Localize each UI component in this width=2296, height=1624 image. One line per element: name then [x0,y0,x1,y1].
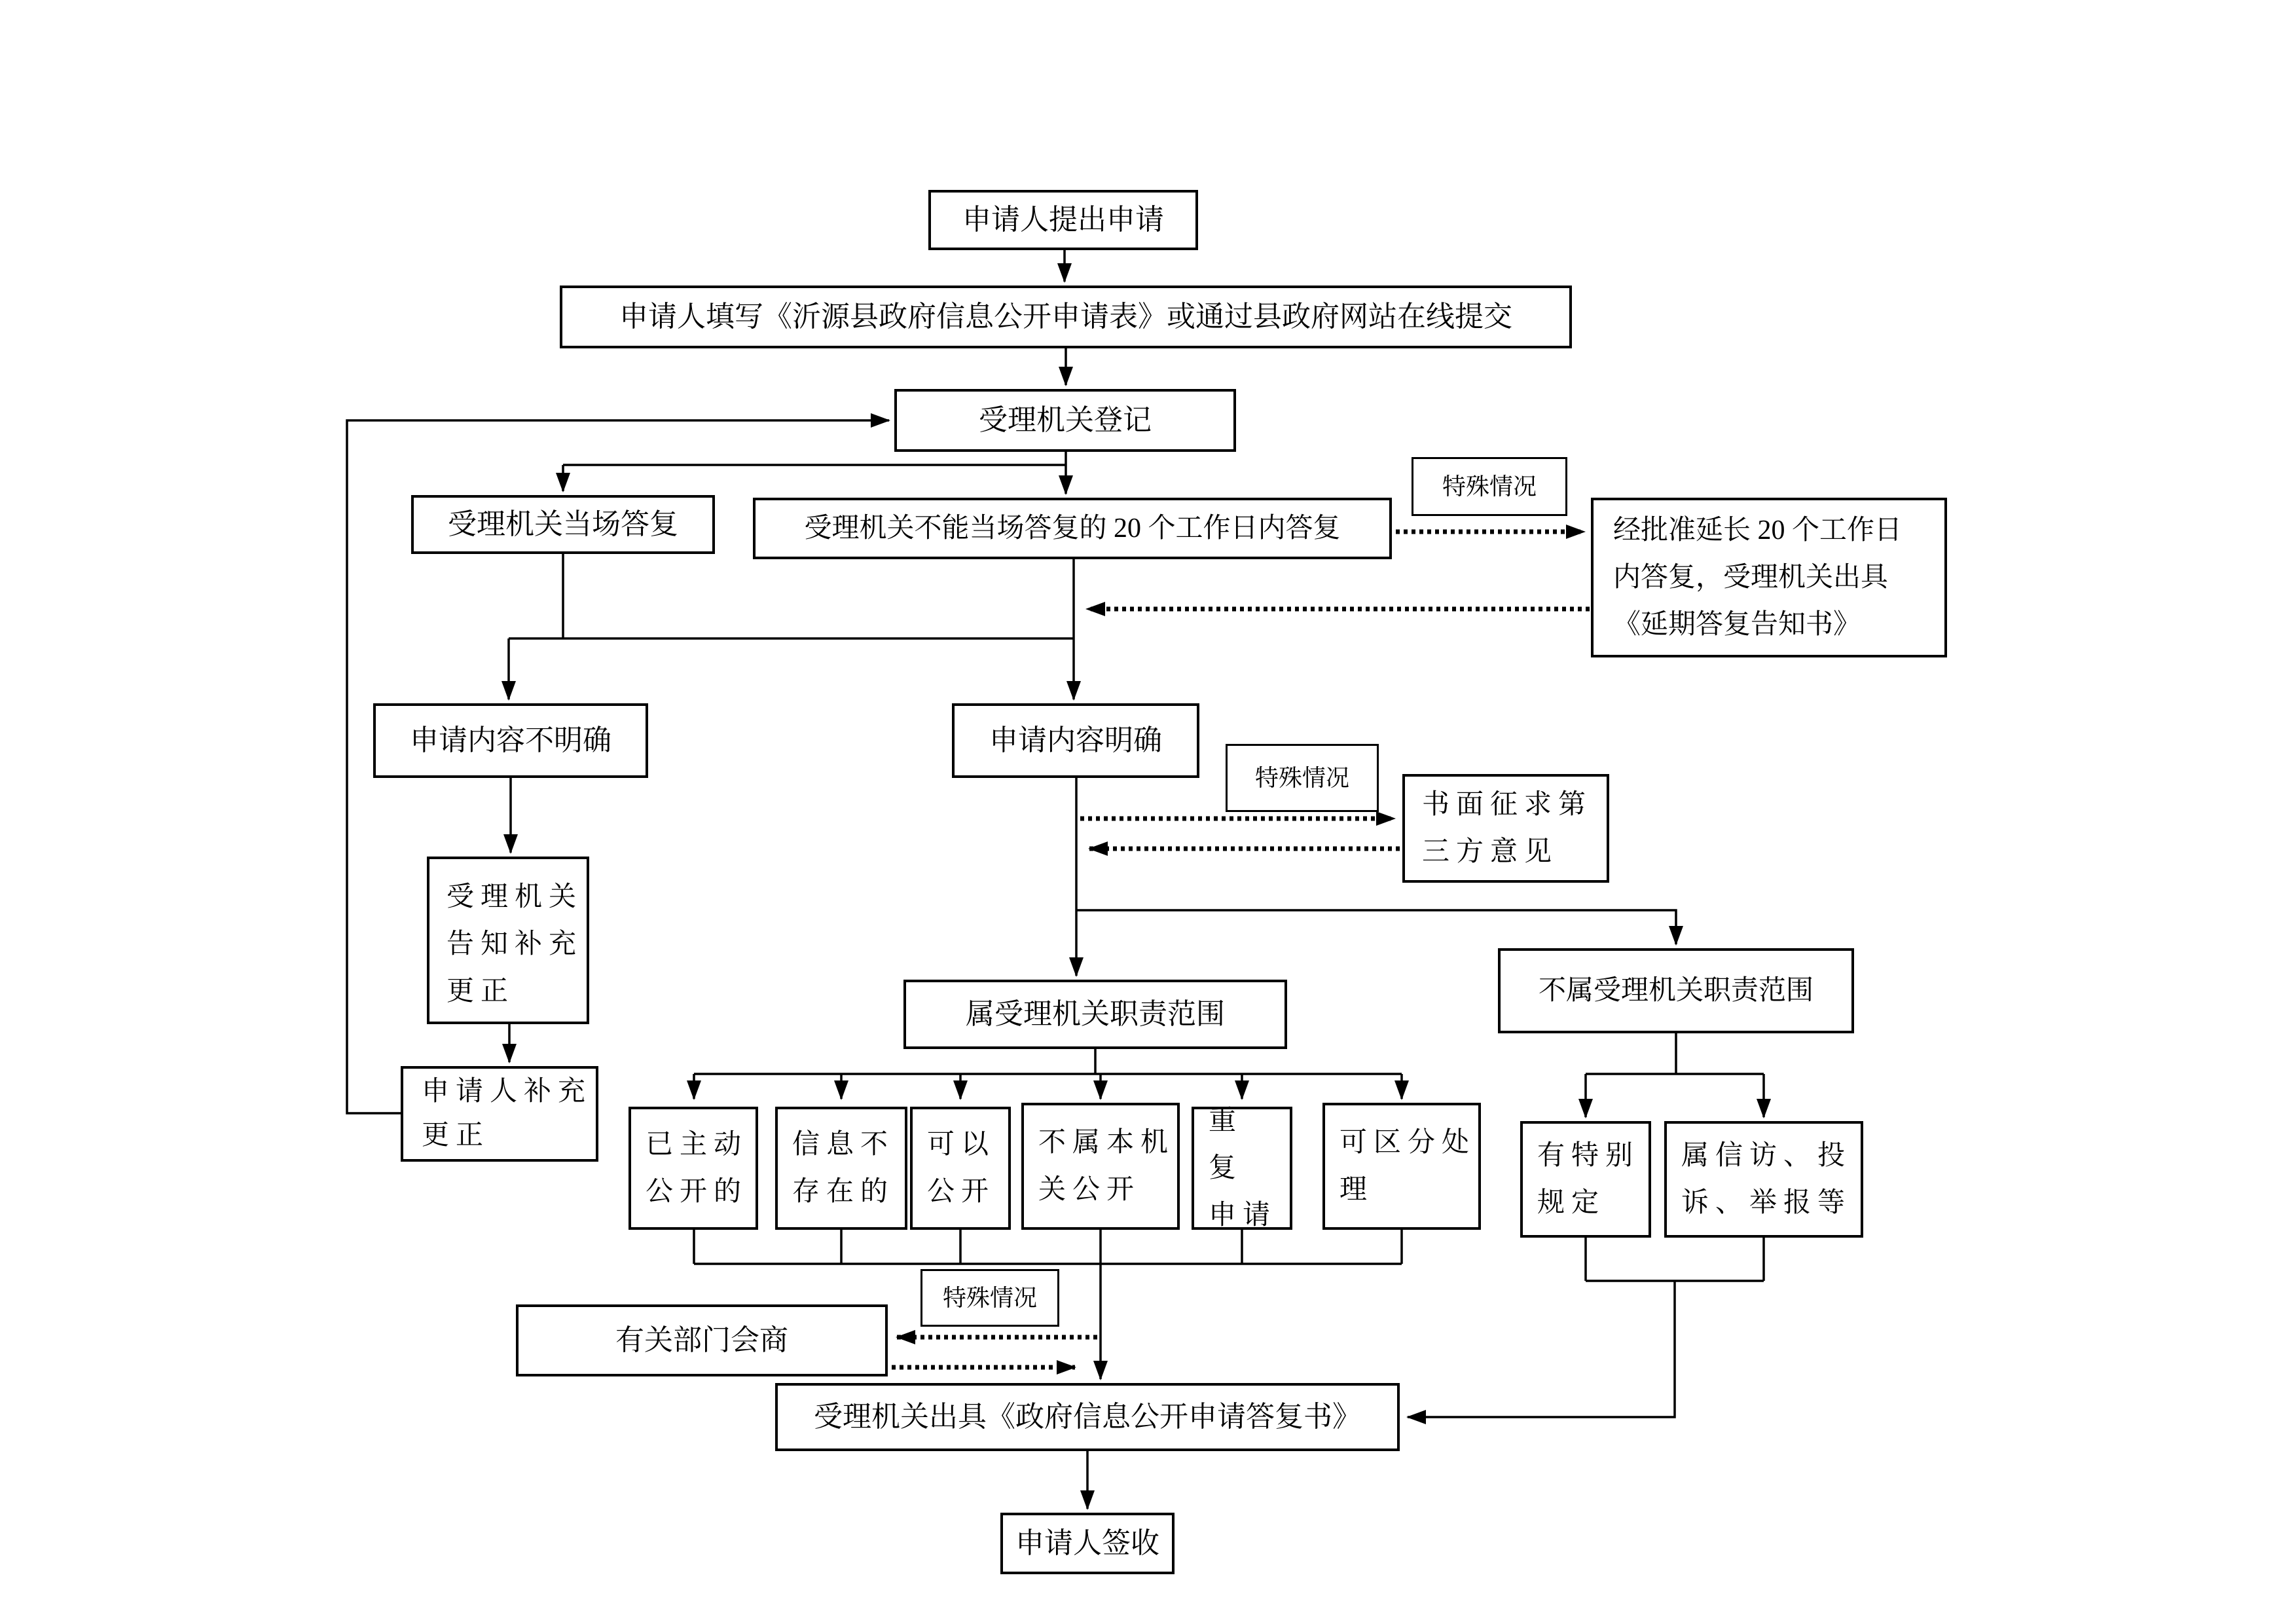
node-line: 三方意见 [1422,837,1559,867]
node-applicant-submit: 申请人提出申请 [928,190,1198,250]
node-line: 更正 [422,1120,490,1151]
node-in-scope: 属受理机关职责范围 [903,980,1287,1049]
node-line: 规定 [1537,1188,1606,1218]
node-special-rule [1520,1121,1651,1238]
node-content-clear: 申请内容明确 [952,703,1199,778]
node-line: 不属本机 [1038,1127,1175,1158]
node-issue-reply: 受理机关出具《政府信息公开申请答复书》 [775,1383,1400,1451]
node-applicant-supplement [401,1066,598,1162]
arrow-q-to-reply [1408,1281,1675,1417]
node-line: 申请人补充 [422,1076,592,1107]
node-line: 更正 [446,976,515,1007]
node-extend-20days [1591,498,1947,657]
node-line: 关公开 [1038,1175,1141,1205]
node-line: 《延期答复告知书》 [1613,610,1861,640]
node-register: 受理机关登记 [894,389,1236,452]
branch-to-outscope [1076,910,1676,944]
node-reply-20days: 受理机关不能当场答复的 20 个工作日内答复 [753,498,1392,559]
node-sign-receipt: 申请人签收 [1000,1513,1175,1574]
node-onspot-reply: 受理机关当场答复 [411,495,715,554]
node-line: 申请 [1209,1200,1277,1231]
node-notify-supplement [427,857,589,1024]
node-line: 受理机关 [446,882,583,912]
node-line: 理 [1339,1175,1374,1205]
node-line: 可区分处 [1339,1127,1476,1158]
node-line: 存在的 [792,1177,895,1207]
node-repeat-apply [1192,1107,1292,1230]
node-line: 公开的 [646,1177,748,1207]
node-can-public [910,1107,1011,1230]
node-not-exist [775,1107,907,1230]
node-fill-form: 申请人填写《沂源县政府信息公开申请表》或通过县政府网站在线提交 [560,286,1572,348]
node-line: 已主动 [646,1129,748,1160]
node-line: 有特别 [1537,1140,1640,1171]
node-line: 经批准延长 20 个工作日 [1613,515,1903,545]
node-special-case-2: 特殊情况 [1226,744,1379,812]
node-line: 重 复 [1209,1105,1243,1183]
node-already-public [629,1107,758,1230]
node-special-case-1: 特殊情况 [1412,457,1567,516]
node-not-this-organ [1021,1103,1180,1230]
node-content-unclear: 申请内容不明确 [373,703,648,778]
node-third-party [1402,774,1609,883]
node-line: 可以 [927,1129,996,1160]
node-petition [1664,1121,1863,1238]
node-line: 书面征求第 [1422,789,1593,820]
node-line: 公开 [927,1177,996,1207]
node-out-scope: 不属受理机关职责范围 [1498,948,1854,1033]
node-line: 信息不 [792,1129,895,1160]
node-separable [1322,1103,1481,1230]
node-line: 诉、举报等 [1681,1188,1852,1218]
node-special-case-3: 特殊情况 [920,1269,1059,1327]
node-consult: 有关部门会商 [516,1304,888,1376]
node-line: 内答复，受理机关出具 [1613,562,1889,593]
node-line: 属信访、投 [1681,1140,1852,1171]
node-line: 告知补充 [446,929,583,960]
